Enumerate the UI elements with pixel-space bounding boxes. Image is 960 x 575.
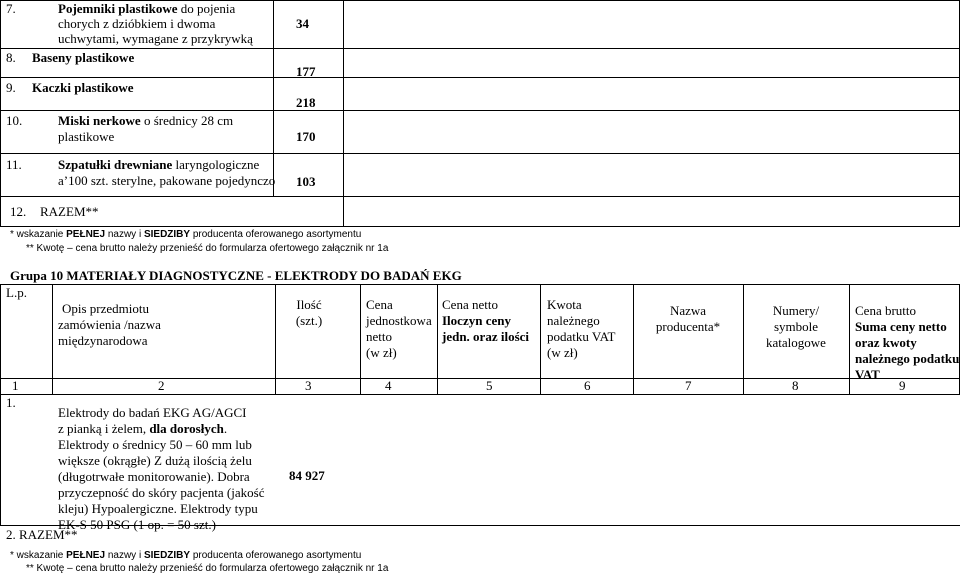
col-number: 6 (584, 378, 591, 393)
item-name-line: chorych z dzióbkiem i dwoma (58, 16, 216, 31)
row-number: 9. (6, 80, 16, 95)
total-row-number: 12. (10, 204, 27, 219)
header-ilosc: Ilość (szt.) (295, 297, 323, 328)
item-quantity: 34 (296, 16, 309, 31)
col-number: 3 (305, 378, 312, 393)
item-name-line: plastikowe (58, 129, 115, 144)
footnote-gross-price: ** Kwotę – cena brutto należy przenieść do formularza ofertowego załącznik nr 1a (26, 243, 389, 254)
item-description: Elektrody do badań EKG AG/AGCI z pianką i żelem, dla dorosłych. Elektrody o średnicy 50 – 60 mm lub większe (okrągłe) Z dużą ilością żelu (długotrwałe monitorowanie). Dobra przyczepność do skóry pacjenta (jakość kleju) Hypoalergiczne. Elektrody typu EK-S 50 PSG (1 op. = 50 szt.) (58, 405, 265, 532)
header-cena-netto: Cena netto Iloczyn ceny jedn. oraz ilości (442, 297, 530, 344)
header-opis: Opis przedmiotu zamówienia /nazwa międzynarodowa (58, 301, 161, 348)
item-name-line: a’100 szt. sterylne, pakowane pojedynczo (58, 173, 276, 188)
group-total: 2. RAZEM** (6, 527, 78, 542)
footnote-gross-price: ** Kwotę – cena brutto należy przenieść do formularza ofertowego załącznik nr 1a (26, 563, 389, 574)
header-cena-jednostkowa: Cena jednostkowa netto (w zł) (366, 297, 432, 360)
item-quantity: 218 (296, 95, 316, 110)
item-name: Baseny plastikowe (32, 50, 135, 65)
group-title: Grupa 10 MATERIAŁY DIAGNOSTYCZNE - ELEKTRODY DO BADAŃ EKG (10, 268, 462, 283)
item-quantity: 103 (296, 174, 316, 189)
item-quantity: 84 927 (289, 468, 325, 483)
header-lp: L.p. (6, 285, 27, 300)
col-number: 1 (12, 378, 19, 393)
footnote-producer: * wskazanie PEŁNEJ nazwy i SIEDZIBY producenta oferowanego asortymentu (10, 229, 362, 240)
row-number: 8. (6, 50, 16, 65)
row-number: 10. (6, 113, 23, 128)
header-numery: Numery/ symbole katalogowe (766, 303, 826, 350)
item-quantity: 177 (296, 64, 316, 79)
item-name: Szpatułki drewniane laryngologiczne (58, 157, 260, 172)
header-kwota-vat: Kwota należnego podatku VAT (w zł) (547, 297, 616, 360)
header-producent: Nazwa producenta* (655, 303, 721, 334)
item-name: Kaczki plastikowe (32, 80, 134, 95)
item-number: 1. (6, 395, 16, 410)
col-number: 7 (685, 378, 692, 393)
row-number: 11. (6, 157, 22, 172)
total-label: RAZEM** (40, 204, 99, 219)
item-name: Pojemniki plastikowe do pojenia (58, 1, 236, 16)
footnote-producer: * wskazanie PEŁNEJ nazwy i SIEDZIBY producenta oferowanego asortymentu (10, 550, 362, 561)
header-cena-brutto: Cena brutto Suma ceny netto oraz kwoty należnego podatku VAT (855, 303, 960, 382)
col-number: 8 (792, 378, 799, 393)
row-number: 7. (6, 1, 16, 16)
item-quantity: 170 (296, 129, 316, 144)
item-name: Miski nerkowe o średnicy 28 cm (58, 113, 234, 128)
col-number: 5 (486, 378, 493, 393)
col-number: 9 (899, 378, 906, 393)
col-number: 4 (385, 378, 392, 393)
col-number: 2 (158, 378, 165, 393)
item-name-line: uchwytami, wymagane z przykrywką (58, 31, 253, 46)
